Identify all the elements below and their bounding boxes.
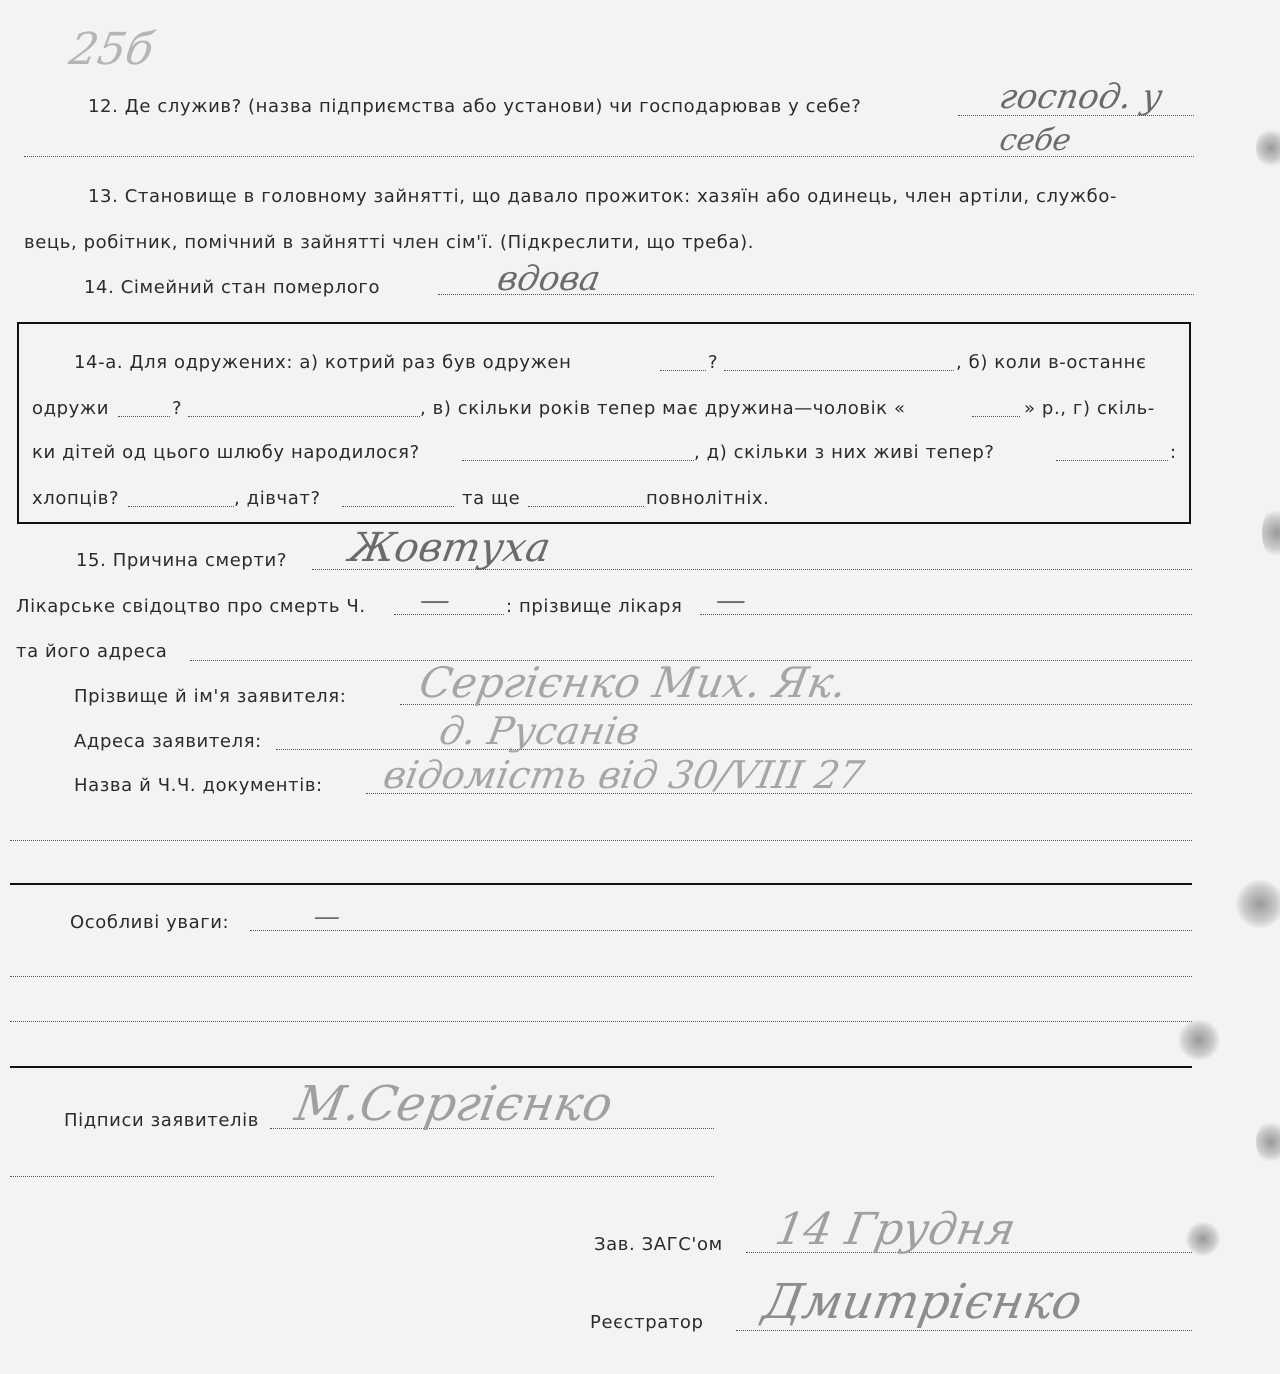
- q14a-line2-b: , в) скільки років тепер має дружина—чоловік «: [420, 398, 906, 419]
- q14a-line2-c: » р., г) скіль-: [1024, 398, 1155, 419]
- q15-certificate-label: Лікарське свідоцтво про смерть Ч.: [16, 596, 366, 617]
- binding-hole-stain: [1256, 1120, 1280, 1164]
- applicant-name-label: Прізвище й ім'я заявителя:: [74, 686, 347, 707]
- q15-certificate-handwriting: —: [417, 583, 454, 618]
- section-divider-1: [10, 883, 1192, 885]
- binding-hole-stain: [1186, 1222, 1220, 1256]
- q14a-children-born-field: [462, 460, 694, 461]
- q13-line-2: вець, робітник, помічний в зайнятті член сім'ї. (Підкреслити, що треба).: [24, 232, 755, 253]
- registrar-handwriting: Дмитрієнко: [759, 1274, 1087, 1330]
- q14a-spouse-age-field: [972, 416, 1020, 417]
- q15-doctor-handwriting: —: [713, 583, 750, 618]
- q15-doctor-line: [700, 614, 1192, 615]
- q14a-line1-b: , б) коли в-останнє: [956, 352, 1147, 373]
- head-of-registry-label: Зав. ЗАГС'ом: [594, 1234, 723, 1255]
- q14a-line2-question: ?: [172, 398, 183, 419]
- section-divider-2: [10, 1066, 1192, 1068]
- q15-address-label: та його адреса: [16, 641, 168, 662]
- q14a-line1-question: ?: [708, 352, 719, 373]
- q14a-line4-girls: , дівчат?: [234, 488, 321, 509]
- q14a-line4-boys: хлопців?: [32, 488, 120, 509]
- binding-hole-stain: [1256, 128, 1280, 168]
- q14a-girls-field: [342, 506, 454, 507]
- applicant-address-line: [276, 749, 1192, 750]
- q15-certificate-line: [394, 614, 504, 615]
- q14-label: 14. Сімейний стан померлого: [84, 277, 381, 298]
- binding-hole-stain: [1236, 880, 1280, 928]
- q14a-last-married-field: [118, 416, 170, 417]
- q14a-children-alive-field: [1056, 460, 1168, 461]
- registrar-line: [736, 1330, 1192, 1331]
- q14a-line4-adults: повнолітніх.: [646, 488, 770, 509]
- documents-line-2: [10, 840, 1192, 841]
- q14a-boys-field: [128, 506, 234, 507]
- q15-cause-handwriting: Жовтуха: [345, 525, 554, 571]
- notes-line-3: [10, 1021, 1192, 1022]
- q13-line-1: 13. Становище в головному зайнятті, що давало прожиток: хазяїн або одинець, член артіли, службо-: [88, 186, 1118, 207]
- q12-answer-handwriting-2: себе: [997, 123, 1074, 158]
- q14a-adults-field: [528, 506, 644, 507]
- q14a-last-married-field-2: [188, 416, 420, 417]
- page-number-mark: 25б: [65, 24, 158, 75]
- applicant-signature-handwriting: М.Сергієнко: [291, 1076, 617, 1132]
- q14a-times-married-field-2: [724, 370, 954, 371]
- applicant-address-handwriting: д. Русанів: [436, 709, 643, 753]
- documents-label: Назва й Ч.Ч. документів:: [74, 775, 323, 796]
- applicant-signature-label: Підписи заявителів: [64, 1110, 259, 1131]
- q14a-line4-more: та ще: [462, 488, 521, 509]
- documents-handwriting: відомість від 30/VIII 27: [380, 753, 868, 797]
- q12-answer-handwriting: господ. у: [996, 77, 1166, 117]
- q14a-times-married-field: [660, 370, 706, 371]
- notes-line-1: [250, 930, 1192, 931]
- binding-hole-stain: [1262, 506, 1280, 560]
- q14a-line1-text: 14-а. Для одружених: а) котрий раз був одружен: [74, 352, 572, 373]
- q14a-line3-text: ки дітей од цього шлюбу народилося?: [32, 442, 420, 463]
- q14-answer-handwriting: вдова: [494, 259, 604, 299]
- notes-label: Особливі уваги:: [70, 912, 230, 933]
- q14a-line2-text: одружи: [32, 398, 110, 419]
- q15-doctor-label: : прізвище лікаря: [506, 596, 683, 617]
- q14a-line3-c: :: [1170, 442, 1177, 463]
- registrar-label: Реєстратор: [590, 1312, 704, 1333]
- applicant-address-label: Адреса заявителя:: [74, 731, 262, 752]
- applicant-signature-line-2: [10, 1176, 714, 1177]
- head-of-registry-handwriting: 14 Грудня: [771, 1204, 1020, 1255]
- q12-label: 12. Де служив? (назва підприємства або установи) чи господарював у себе?: [88, 96, 862, 117]
- q14a-line3-b: , д) скільки з них живі тепер?: [694, 442, 995, 463]
- notes-handwriting: —: [311, 902, 343, 932]
- binding-hole-stain: [1178, 1020, 1220, 1060]
- notes-line-2: [10, 976, 1192, 977]
- q15-cause-label: 15. Причина смерти?: [76, 550, 287, 571]
- applicant-name-handwriting: Сергієнко Мих. Як.: [415, 658, 851, 707]
